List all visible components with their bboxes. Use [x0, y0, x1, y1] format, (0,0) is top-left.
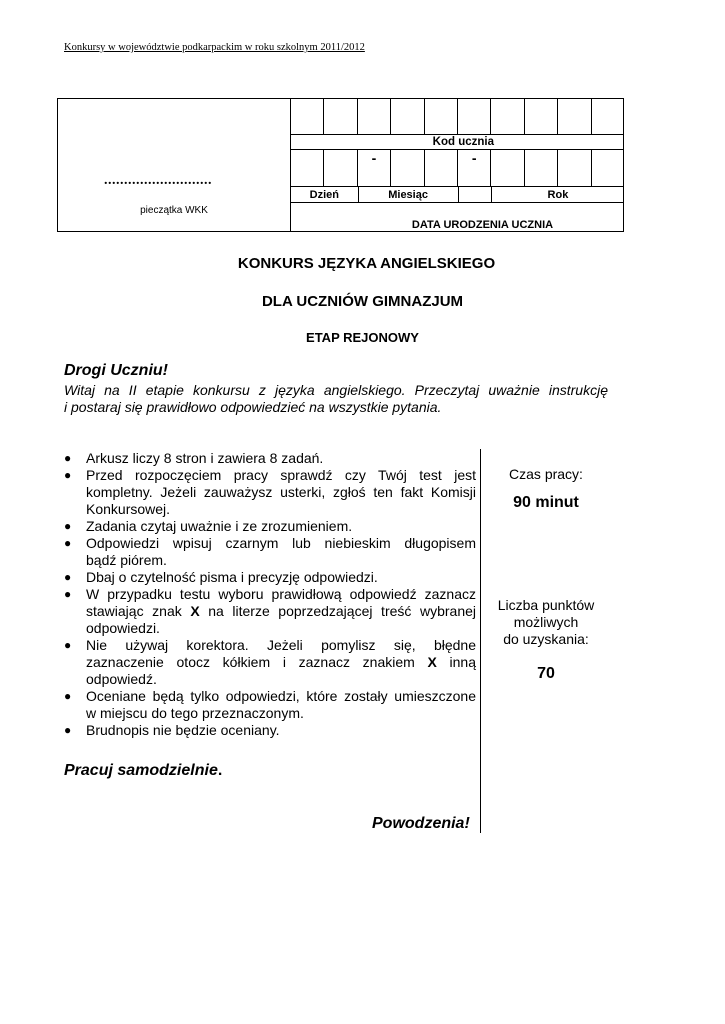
stamp-area — [58, 99, 291, 203]
points-label-line: do uzyskania: — [503, 631, 589, 647]
rule-text-part: na literze poprzedzającej treść wybranej — [199, 603, 476, 619]
rule-text: Brudnopis nie będzie oceniany. — [86, 722, 280, 738]
list-item — [64, 450, 476, 467]
student-code-label: Kod ucznia — [291, 135, 624, 150]
code-box[interactable] — [357, 99, 390, 134]
list-item — [64, 467, 476, 518]
date-box[interactable] — [323, 150, 356, 186]
birth-date-boxes — [291, 150, 624, 187]
rule-text: Arkusz liczy 8 stron i zawiera 8 zadań. — [86, 450, 324, 466]
mark-symbol: X — [427, 654, 437, 670]
time-value: 90 minut — [513, 494, 579, 511]
rule-text: odpowiedzi. — [86, 620, 160, 636]
rule-text: Konkursowej. — [86, 501, 171, 517]
time-label: Czas pracy: — [509, 466, 583, 482]
code-box[interactable] — [424, 99, 457, 134]
list-item — [64, 586, 476, 637]
code-box[interactable] — [557, 99, 590, 134]
rule-text: Zadania czytaj uważnie i ze zrozumieniem. — [86, 518, 353, 534]
rule-text-part: stawiając znak — [86, 603, 191, 619]
list-item — [64, 569, 476, 586]
date-spacer — [458, 187, 491, 202]
student-info-table — [57, 98, 624, 232]
intro-line: i postaraj się prawidłowo odpowiedzieć na wszystkie pytania. — [64, 399, 442, 415]
list-item — [64, 722, 476, 739]
contest-header-note: Konkursy w województwie podkarpackim w roku szkolnym 2011/2012 — [64, 42, 365, 53]
code-box[interactable] — [323, 99, 356, 134]
instructions-list — [64, 450, 476, 739]
contest-title: KONKURS JĘZYKA ANGIELSKIEGO — [237, 255, 496, 272]
rule-text: kompletny. Jeżeli zauważysz usterki, zgłoś ten fakt Komisji — [86, 484, 476, 500]
date-separator: - — [357, 150, 390, 186]
rule-text: Dbaj o czytelność pisma i precyzję odpowiedzi. — [86, 569, 378, 585]
points-label-line: Liczba punktów — [497, 597, 595, 613]
student-code-boxes — [291, 99, 624, 135]
good-luck-note: Powodzenia! — [372, 815, 470, 832]
work-alone-note — [64, 762, 222, 780]
date-box[interactable] — [591, 150, 624, 186]
rule-text: Odpowiedzi wpisuj czarnym lub niebieskim długopisem — [86, 535, 476, 551]
work-alone-text: Pracuj samodzielnie — [64, 762, 218, 779]
date-box[interactable] — [524, 150, 557, 186]
bullet-icon: ● — [64, 519, 72, 533]
rule-text: bądź piórem. — [86, 552, 167, 568]
points-value: 70 — [537, 665, 555, 682]
bullet-icon: ● — [64, 638, 72, 652]
intro-line: Witaj na II etapie konkursu z języka angielskiego. Przeczytaj uważnie instrukcję — [64, 382, 608, 398]
bullet-icon: ● — [64, 587, 72, 601]
bullet-icon: ● — [64, 468, 72, 482]
code-box[interactable] — [291, 99, 323, 134]
date-box[interactable] — [490, 150, 523, 186]
code-box[interactable] — [524, 99, 557, 134]
rule-text: Przed rozpoczęciem pracy sprawdź czy Twój test jest — [86, 467, 476, 483]
rule-text: odpowiedź. — [86, 671, 157, 687]
rule-text-part: inną — [436, 654, 477, 670]
column-divider — [480, 449, 481, 833]
rule-text: Oceniane będą tylko odpowiedzi, które zostały umieszczone — [86, 688, 476, 704]
month-label: Miesiąc — [358, 187, 458, 202]
date-box[interactable] — [291, 150, 323, 186]
stamp-dots: ........................... — [104, 173, 212, 188]
date-separator: - — [457, 150, 490, 186]
points-label — [486, 597, 606, 648]
rule-text-part: zaznaczenie otocz kółkiem i zaznacz znakiem — [86, 654, 428, 670]
stamp-label: pieczątka WKK — [58, 203, 291, 231]
contest-subtitle: DLA UCZNIÓW GIMNAZJUM — [261, 293, 464, 310]
birth-date-labels — [291, 187, 624, 203]
date-box[interactable] — [424, 150, 457, 186]
rule-text: W przypadku testu wyboru prawidłową odpowiedź zaznacz — [86, 586, 476, 602]
list-item — [64, 688, 476, 722]
code-box[interactable] — [591, 99, 624, 134]
intro-text — [64, 382, 608, 416]
rule-text — [86, 603, 476, 620]
year-label: Rok — [491, 187, 624, 202]
date-box[interactable] — [390, 150, 423, 186]
rule-text — [86, 654, 476, 671]
bullet-icon: ● — [64, 689, 72, 703]
day-label: Dzień — [309, 188, 339, 201]
list-item — [64, 535, 476, 569]
birth-date-title: DATA URODZENIA UCZNIA — [411, 219, 554, 231]
code-box[interactable] — [490, 99, 523, 134]
bullet-icon: ● — [64, 536, 72, 550]
code-box[interactable] — [390, 99, 423, 134]
contest-stage: ETAP REJONOWY — [306, 330, 419, 345]
bullet-icon: ● — [64, 451, 72, 465]
bullet-icon: ● — [64, 570, 72, 584]
greeting: Drogi Uczniu! — [64, 362, 168, 379]
list-item — [64, 518, 476, 535]
rule-text: w miejscu do tego przeznaczonym. — [86, 705, 304, 721]
mark-symbol: X — [190, 603, 200, 619]
date-box[interactable] — [557, 150, 590, 186]
list-item — [64, 637, 476, 688]
rule-text: Nie używaj korektora. Jeżeli pomylisz się, błędne — [86, 637, 476, 653]
bullet-icon: ● — [64, 723, 72, 737]
work-alone-dot: . — [217, 762, 223, 779]
code-box[interactable] — [457, 99, 490, 134]
points-label-line: możliwych — [513, 614, 579, 630]
